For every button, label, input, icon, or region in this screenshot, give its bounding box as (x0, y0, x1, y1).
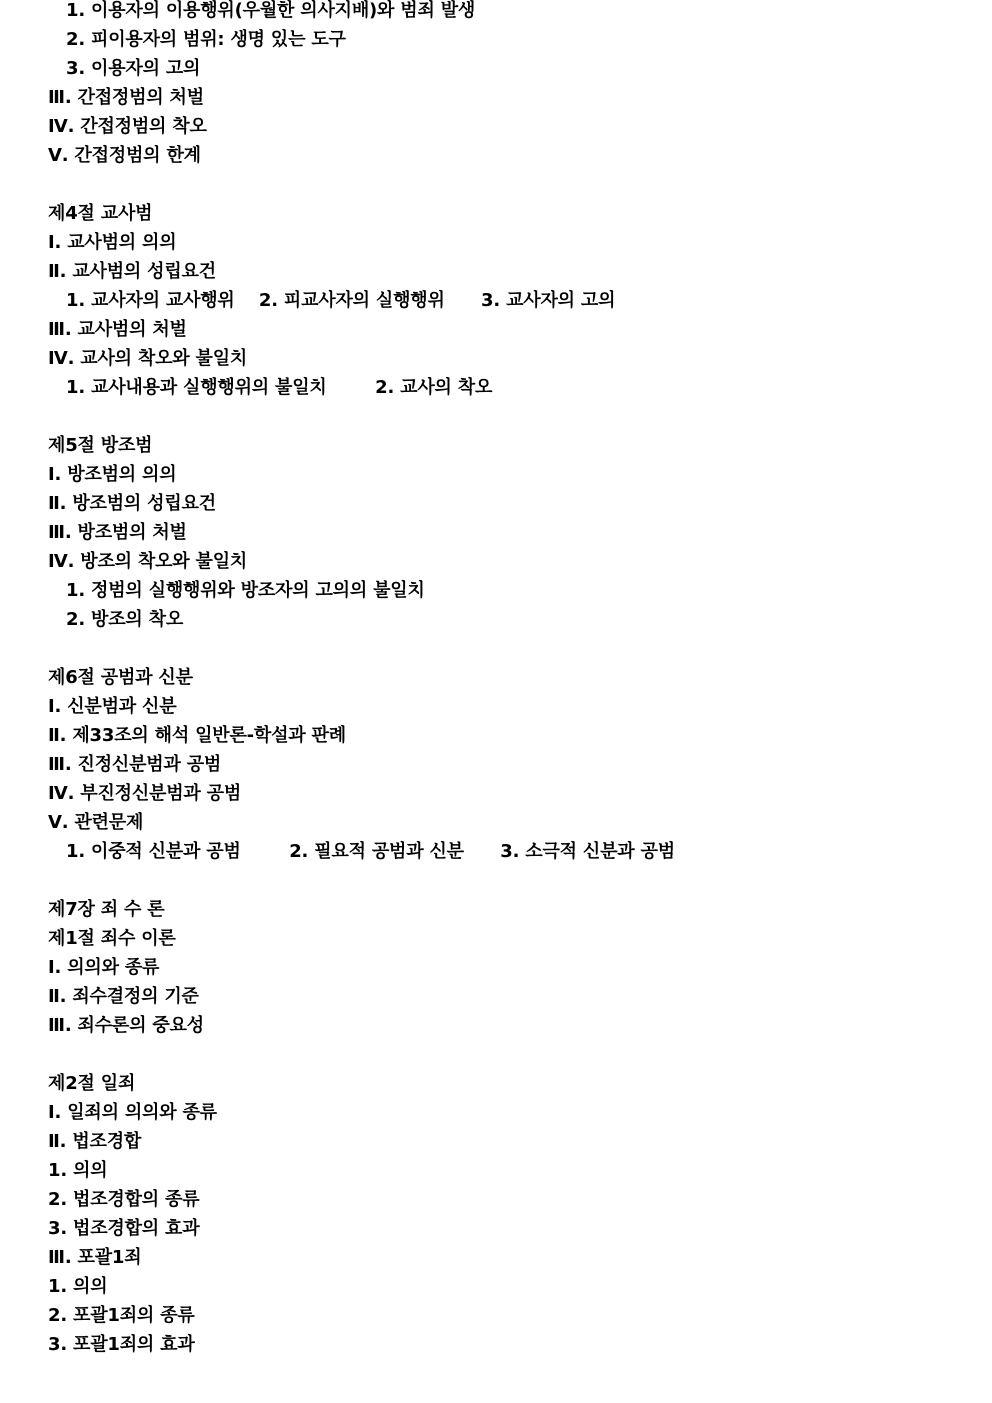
outline-line: Ⅰ. 신분범과 신분 (48, 696, 177, 717)
outline-line: 2. 피이용자의 범위: 생명 있는 도구 (66, 29, 346, 50)
outline-line: 2. 포괄1죄의 종류 (48, 1305, 195, 1326)
outline-line: Ⅳ. 교사의 착오와 불일치 (48, 348, 248, 369)
outline-line: Ⅰ. 의의와 종류 (48, 957, 160, 978)
section-heading: 제2절 일죄 (48, 1073, 136, 1094)
outline-line: Ⅲ. 교사범의 처벌 (48, 319, 187, 340)
outline-line: Ⅱ. 교사범의 성립요건 (48, 261, 216, 282)
section-heading: 제4절 교사범 (48, 203, 153, 224)
outline-line: 1. 이용자의 이용행위(우월한 의사지배)와 범죄 발생 (66, 0, 476, 21)
section-heading: 제6절 공범과 신분 (48, 667, 193, 688)
outline-line: Ⅳ. 간접정범의 착오 (48, 116, 207, 137)
chapter-heading: 제7장 죄 수 론 (48, 899, 165, 920)
outline-line: Ⅴ. 관련문제 (48, 812, 144, 833)
outline-line: Ⅳ. 방조의 착오와 불일치 (48, 551, 248, 572)
outline-line: 1. 이중적 신분과 공범 2. 필요적 공범과 신분 3. 소극적 신분과 공범 (66, 841, 675, 862)
outline-line: 1. 의의 (48, 1160, 108, 1181)
outline-line: 1. 교사내용과 실행행위의 불일치 2. 교사의 착오 (66, 377, 493, 398)
outline-line: Ⅱ. 제33조의 해석 일반론-학설과 판례 (48, 725, 346, 746)
outline-line: 1. 교사자의 교사행위 2. 피교사자의 실행행위 3. 교사자의 고의 (66, 290, 616, 311)
outline-line: 2. 법조경합의 종류 (48, 1189, 200, 1210)
outline-line: 3. 이용자의 고의 (66, 58, 201, 79)
outline-line: 2. 방조의 착오 (66, 609, 184, 630)
outline-line: Ⅰ. 방조범의 의의 (48, 464, 177, 485)
outline-line: Ⅲ. 간접정범의 처벌 (48, 87, 204, 108)
section-heading: 제5절 방조범 (48, 435, 153, 456)
outline-line: 3. 법조경합의 효과 (48, 1218, 200, 1239)
outline-line: Ⅱ. 방조범의 성립요건 (48, 493, 216, 514)
outline-line: Ⅱ. 죄수결정의 기준 (48, 986, 199, 1007)
outline-line: Ⅰ. 교사범의 의의 (48, 232, 177, 253)
outline-line: Ⅰ. 일죄의 의의와 종류 (48, 1102, 217, 1123)
outline-line: Ⅴ. 간접정범의 한계 (48, 145, 201, 166)
outline-line: Ⅲ. 방조범의 처벌 (48, 522, 187, 543)
outline-line: 1. 정범의 실행행위와 방조자의 고의의 불일치 (66, 580, 425, 601)
outline-line: Ⅲ. 포괄1죄 (48, 1247, 142, 1268)
outline-line: Ⅱ. 법조경합 (48, 1131, 142, 1152)
outline-line: 1. 의의 (48, 1276, 108, 1297)
outline-line: Ⅲ. 죄수론의 중요성 (48, 1015, 204, 1036)
outline-line: 3. 포괄1죄의 효과 (48, 1334, 195, 1355)
section-heading: 제1절 죄수 이론 (48, 928, 176, 949)
outline-line: Ⅲ. 진정신분범과 공범 (48, 754, 222, 775)
outline-line: Ⅳ. 부진정신분범과 공범 (48, 783, 242, 804)
